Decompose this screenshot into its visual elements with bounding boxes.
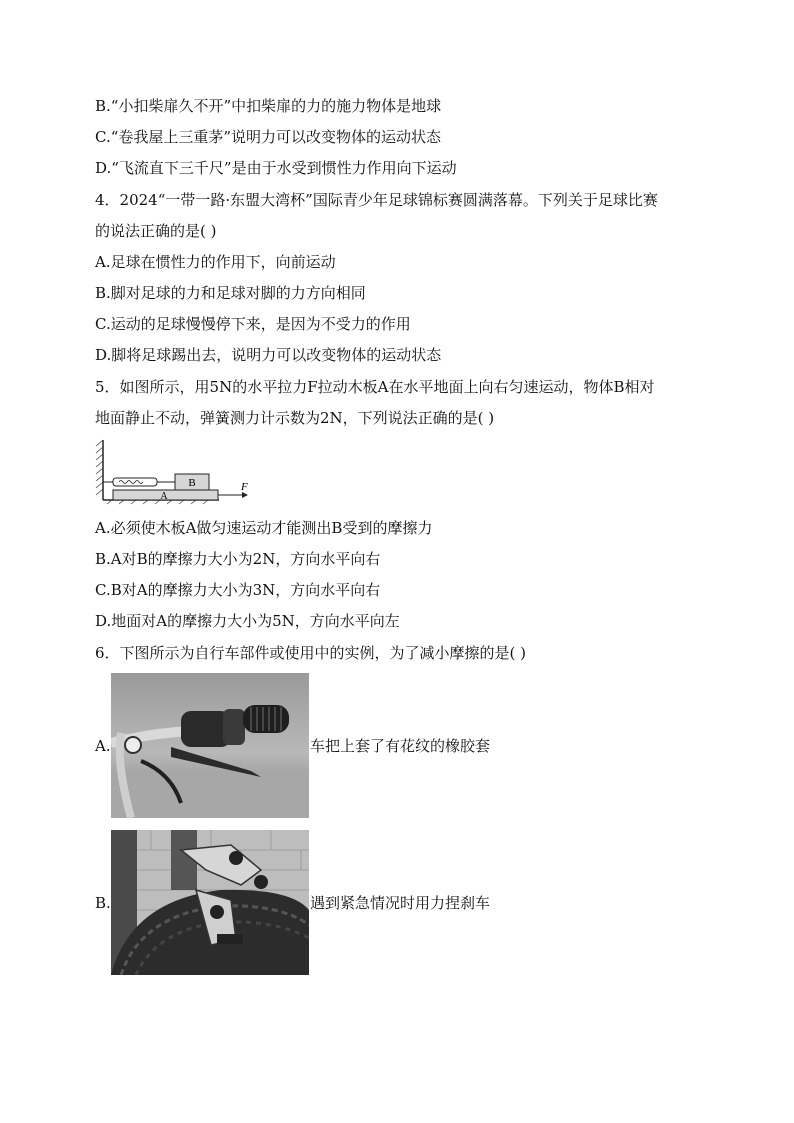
q5-stem-line2: 地面静止不动，弹簧测力计示数为2N，下列说法正确的是( ) bbox=[95, 409, 495, 427]
q4-stem-line2: 的说法正确的是( ) bbox=[95, 222, 217, 240]
q5-option-c: C.B对A的摩擦力大小为3N，方向水平向右 bbox=[95, 581, 381, 599]
q6-stem: 6．下图所示为自行车部件或使用中的实例，为了减小摩擦的是( ) bbox=[95, 644, 527, 662]
q6-option-a-label: A. bbox=[95, 737, 111, 755]
q6-option-b-label: B. bbox=[95, 894, 111, 912]
q6-option-a-text: 车把上套了有花纹的橡胶套 bbox=[310, 737, 491, 755]
q4-option-b: B.脚对足球的力和足球对脚的力方向相同 bbox=[95, 284, 366, 302]
q4-option-a: A.足球在惯性力的作用下，向前运动 bbox=[95, 253, 336, 271]
q4-option-d: D.脚将足球踢出去，说明力可以改变物体的运动状态 bbox=[95, 346, 442, 364]
q5-option-a: A.必须使木板A做匀速运动才能测出B受到的摩擦力 bbox=[95, 519, 433, 537]
q6-option-b-text: 遇到紧急情况时用力捏刹车 bbox=[310, 894, 491, 912]
q3-option-d: D.“飞流直下三千尺”是由于水受到惯性力作用向下运动 bbox=[95, 159, 457, 177]
friction-diagram bbox=[95, 436, 255, 506]
board-a-label: A bbox=[160, 491, 168, 502]
force-f-label: F bbox=[241, 481, 248, 493]
q4-stem-line1: 4．2024“一带一路·东盟大湾杯”国际青少年足球锦标赛圆满落幕。下列关于足球比赛 bbox=[95, 191, 658, 209]
bicycle-brake-photo bbox=[111, 830, 309, 975]
q3-option-b: B.“小扣柴扉久不开”中扣柴扉的力的施力物体是地球 bbox=[95, 97, 442, 115]
q5-option-b: B.A对B的摩擦力大小为2N，方向水平向右 bbox=[95, 550, 381, 568]
handlebar-grip-photo bbox=[111, 673, 309, 818]
q3-option-c: C.“卷我屋上三重茅”说明力可以改变物体的运动状态 bbox=[95, 128, 442, 146]
q5-stem-line1: 5．如图所示，用5N的水平拉力F拉动木板A在水平地面上向右匀速运动，物体B相对 bbox=[95, 378, 655, 396]
q5-option-d: D.地面对A的摩擦力大小为5N，方向水平向左 bbox=[95, 612, 400, 630]
q4-option-c: C.运动的足球慢慢停下来，是因为不受力的作用 bbox=[95, 315, 411, 333]
block-b-label: B bbox=[188, 477, 196, 489]
